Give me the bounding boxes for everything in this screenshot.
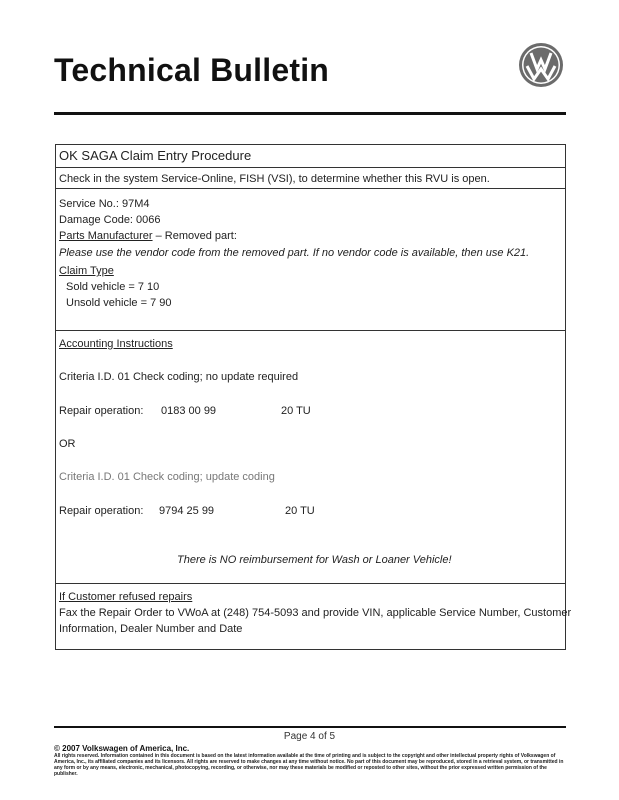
repair-op-1-code: 0183 00 99 (161, 405, 217, 417)
accounting-label: Accounting Instructions (59, 338, 173, 350)
sold-vehicle: Sold vehicle = 7 10 (66, 281, 160, 293)
refused-label: If Customer refused repairs (59, 591, 193, 603)
copyright: © 2007 Volkswagen of America, Inc. (54, 744, 190, 753)
legal-notice: All rights reserved. Information contained in this document is based on the latest information available at the time of printing and is subject to the copyright and other intellectual property rights of Volkswagen of America, Inc., its affiliated companies and its licensors. All rights are reserved to make changes at any time without notice. No part of this document may be reproduced, stored in a retrieval system, or transmitted in any form or by any means, electronic, mechanical, photocopying, recording, or otherwise, nor may these materials be modified or reposted to other sites, without the prior expressed written permission of the publisher. (54, 753, 564, 777)
vendor-note: Please use the vendor code from the removed part. If no vendor code is available, then use K21. (59, 247, 530, 259)
repair-op-2-tu: 20 TU (285, 505, 315, 517)
or-text: OR (59, 438, 76, 450)
parts-manufacturer (59, 229, 237, 243)
page-title: Technical Bulletin (54, 52, 330, 88)
check-row (56, 168, 565, 189)
damage-code: Damage Code: 0066 (59, 214, 161, 226)
unsold-vehicle: Unsold vehicle = 7 90 (66, 297, 172, 309)
refused-line-2: Information, Dealer Number and Date (59, 623, 243, 635)
no-reimbursement-note: There is NO reimbursement for Wash or Loaner Vehicle! (177, 554, 452, 566)
criteria-1: Criteria I.D. 01 Check coding; no update required (59, 371, 299, 383)
repair-op-1-tu: 20 TU (281, 405, 311, 417)
accounting-section (56, 331, 565, 584)
parts-section (56, 189, 565, 331)
header-rule (54, 112, 566, 115)
service-no: Service No.: 97M4 (59, 198, 150, 210)
procedure-title: OK SAGA Claim Entry Procedure (59, 148, 252, 163)
repair-op-2-code: 9794 25 99 (159, 505, 215, 517)
vw-logo-icon (518, 42, 564, 88)
parts-manufacturer-label: Parts Manufacturer (59, 230, 153, 242)
procedure-table (55, 144, 572, 650)
parts-manufacturer-rest: – Removed part: (152, 230, 237, 242)
check-line: Check in the system Service-Online, FISH (VSI), to determine whether this RVU is open. (59, 173, 490, 185)
page-number: Page 4 of 5 (283, 731, 336, 742)
procedure-title-row (56, 145, 565, 168)
claim-type-label: Claim Type (59, 265, 114, 277)
refused-line-1: Fax the Repair Order to VWoA at (248) 754-5093 and provide VIN, applicable Service Number, Customer (59, 607, 572, 619)
footer-rule (54, 726, 566, 728)
repair-op-1-label: Repair operation: (59, 405, 144, 417)
criteria-2: Criteria I.D. 01 Check coding; update coding (59, 471, 275, 483)
refused-section (56, 584, 572, 651)
repair-op-2-label: Repair operation: (59, 505, 144, 517)
